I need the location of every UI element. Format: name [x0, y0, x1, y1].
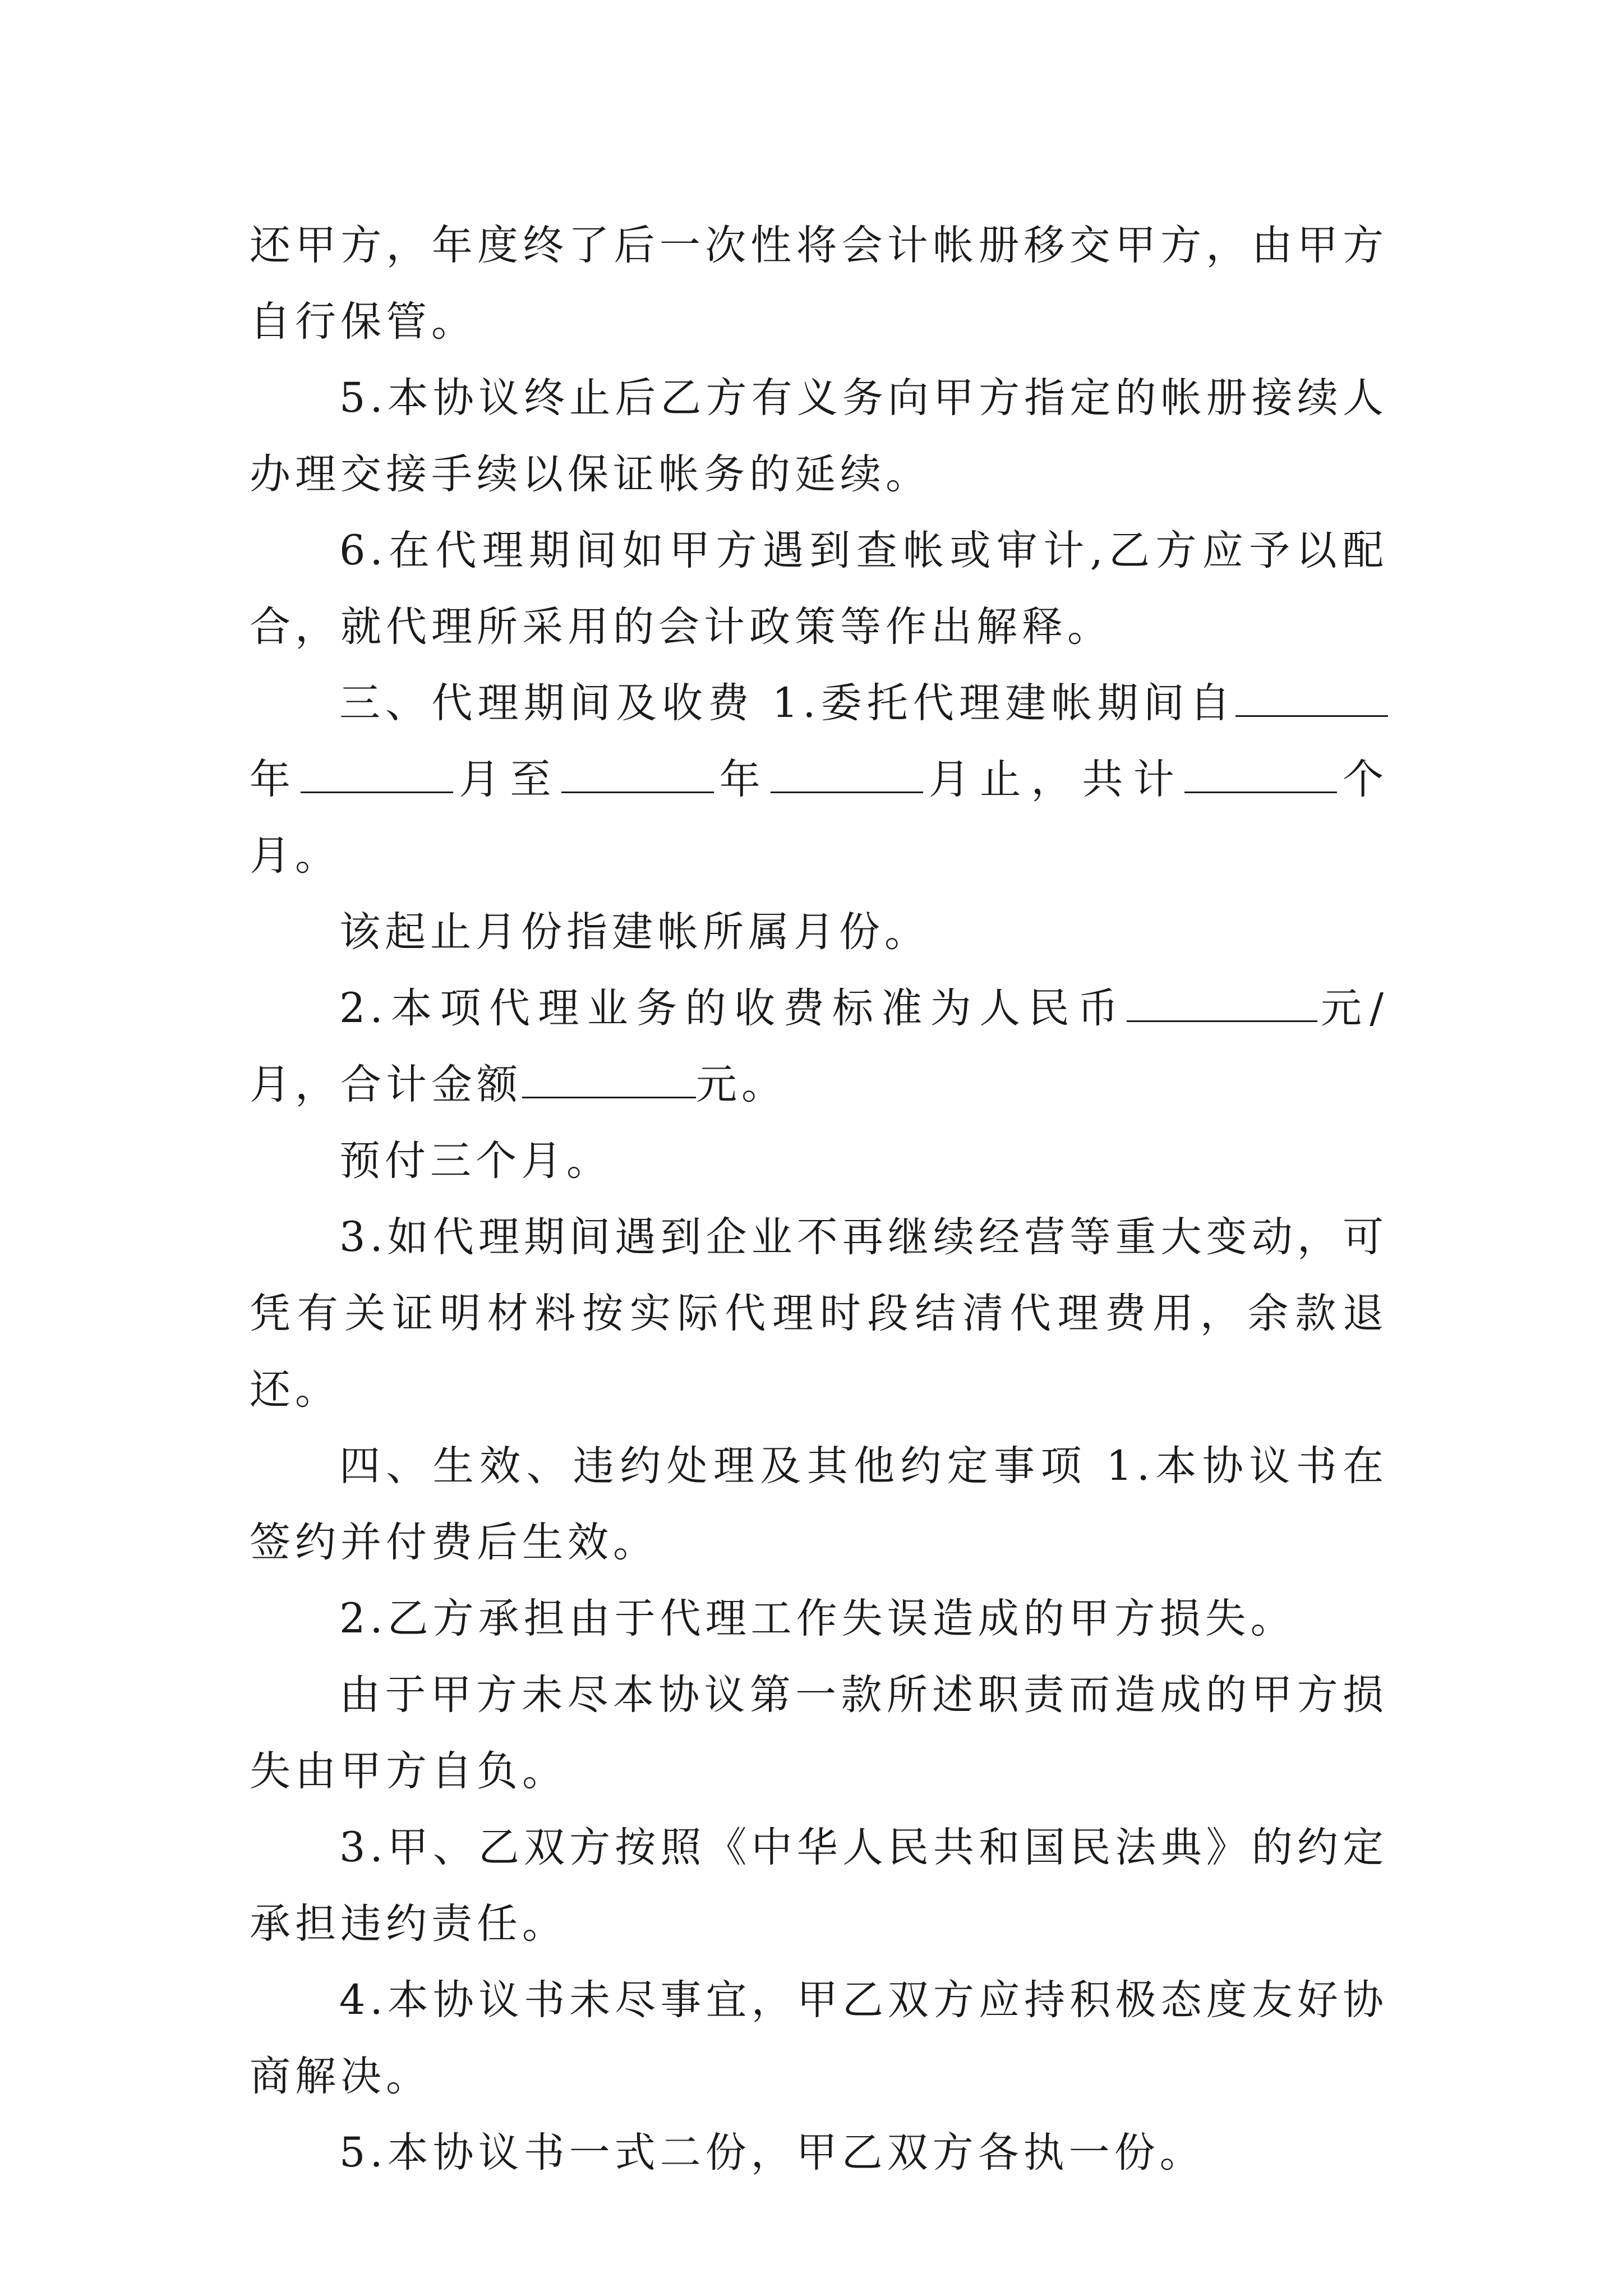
start-year-blank[interactable]: [1235, 678, 1388, 717]
period-text-start: 三、代理期间及收费 1.委托代理建帐期间自: [339, 679, 1235, 727]
paragraph-clause-5: 5.本协议终止后乙方有义务向甲方指定的帐册接续人办理交接手续以保证帐务的延续。: [250, 374, 1388, 498]
period-text-total: 月止，共计: [923, 756, 1184, 803]
period-text-month-to: 月至: [453, 756, 561, 803]
total-months-blank[interactable]: [1184, 754, 1337, 793]
paragraph-clause-4-5: 5.本协议书一式二份，甲乙双方各执一份。: [339, 2129, 1205, 2177]
paragraph-clause-4-4: 4.本协议书未尽事宜，甲乙双方应持积极态度友好协商解决。: [250, 1976, 1388, 2100]
paragraph-party-a-loss: 由于甲方未尽本协议第一款所述职责而造成的甲方损失由甲方自负。: [250, 1671, 1388, 1795]
paragraph-prepay: 预付三个月。: [339, 1137, 612, 1185]
end-year-blank[interactable]: [561, 754, 714, 793]
paragraph-continuation: 还甲方，年度终了后一次性将会计帐册移交甲方，由甲方自行保管。: [250, 222, 1388, 346]
document-body: [250, 208, 1388, 2191]
paragraph-clause-4-2: 2.乙方承担由于代理工作失误造成的甲方损失。: [339, 1595, 1296, 1642]
fee-text-total: 元/月，合计金额: [250, 984, 1388, 1108]
period-text-year-2: 年: [713, 756, 771, 803]
end-month-blank[interactable]: [771, 754, 923, 793]
paragraph-section-4: 四、生效、违约处理及其他约定事项 1.本协议书在签约并付费后生效。: [250, 1442, 1388, 1566]
paragraph-section-3-period: [250, 665, 1388, 894]
period-text-year: 年: [250, 756, 301, 803]
paragraph-clause-4-3: 3.甲、乙双方按照《中华人民共和国民法典》的约定承担违约责任。: [250, 1824, 1388, 1948]
paragraph-fee-standard: [250, 970, 1388, 1123]
paragraph-clause-6: 6.在代理期间如甲方遇到查帐或审计,乙方应予以配合，就代理所采用的会计政策等作出解释。: [250, 527, 1388, 651]
paragraph-fee-clause-3: 3.如代理期间遇到企业不再继续经营等重大变动，可凭有关证明材料按实际代理时段结清代理费用，余款退还。: [250, 1213, 1388, 1414]
fee-text-end: 元。: [696, 1061, 787, 1108]
period-text-months: 个月。: [250, 756, 1389, 880]
paragraph-period-note: 该起止月份指建帐所属月份。: [339, 908, 930, 956]
monthly-fee-blank[interactable]: [1127, 983, 1317, 1022]
start-month-blank[interactable]: [301, 754, 453, 793]
fee-text-start: 2.本项代理业务的收费标准为人民币: [339, 984, 1127, 1032]
total-amount-blank[interactable]: [522, 1060, 696, 1098]
